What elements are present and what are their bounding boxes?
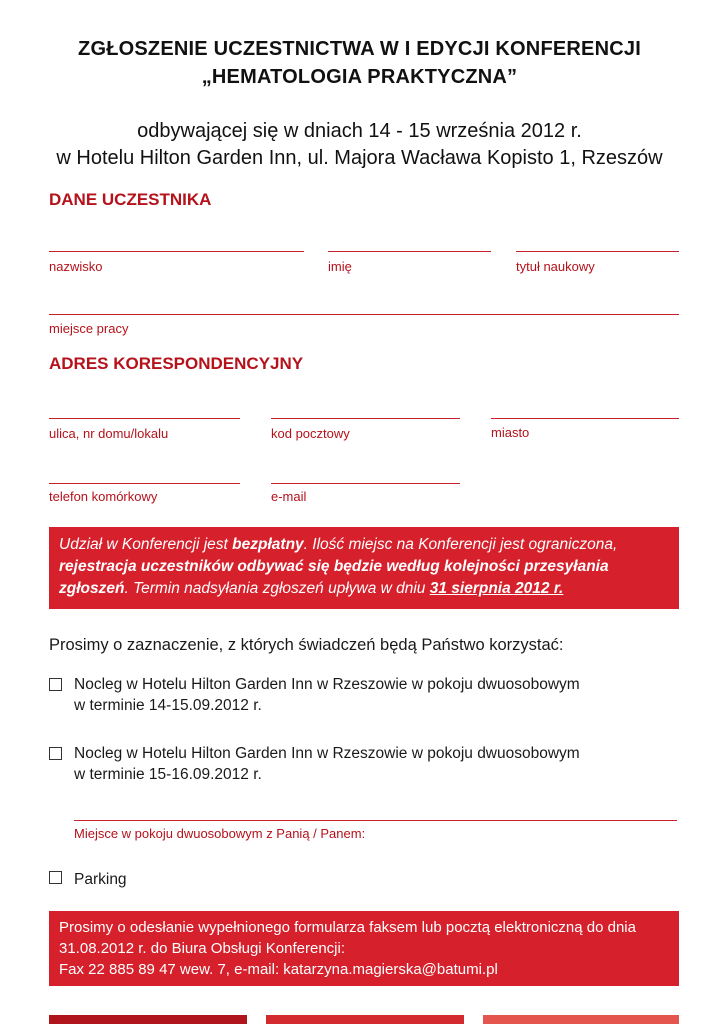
instructions-contact: Fax 22 885 89 47 wew. 7, e-mail: katarzyna.magierska@batumi.pl: [59, 961, 498, 978]
event-dates: odbywającej się w dniach 14 - 15 września 2012 r.: [137, 120, 582, 142]
postal-code-field[interactable]: [271, 418, 460, 419]
surname-label: nazwisko: [49, 259, 103, 274]
workplace-field[interactable]: [49, 314, 679, 315]
notice-text-1: Udział w Konferencji jest: [59, 536, 233, 553]
night2-option: [74, 743, 580, 785]
mobile-label: telefon komórkowy: [49, 489, 158, 504]
city-field[interactable]: [491, 418, 679, 419]
academic-title-field[interactable]: [516, 251, 679, 252]
night1-label-line1: Nocleg w Hotelu Hilton Garden Inn w Rzeszowie w pokoju dwuosobowym: [74, 676, 580, 693]
parking-label: Parking: [74, 871, 127, 888]
city-label: miasto: [491, 425, 530, 440]
form-title-line1: ZGŁOSZENIE UCZESTNICTWA W I EDYCJI KONFERENCJI: [78, 38, 641, 60]
academic-title-label: tytuł naukowy: [516, 259, 595, 274]
section-address-title: ADRES KORESPONDENCYJNY: [49, 354, 304, 373]
notice-registration-emphasis: rejestracja uczestników odbywać się będzie według kolejności przesyłania zgłoszeń: [59, 558, 609, 597]
night2-checkbox[interactable]: [49, 747, 62, 760]
email-label: e-mail: [271, 489, 307, 504]
decorative-bar-light: [483, 1015, 679, 1024]
notice-free-emphasis: bezpłatny: [232, 536, 304, 553]
section-participant-title: DANE UCZESTNIKA: [49, 190, 212, 209]
mobile-field[interactable]: [49, 483, 240, 484]
night1-checkbox[interactable]: [49, 678, 62, 691]
surname-field[interactable]: [49, 251, 304, 252]
decorative-bar-dark: [49, 1015, 247, 1024]
instructions-line2: 31.08.2012 r. do Biura Obsługi Konferencji:: [59, 940, 346, 957]
night2-label-line1: Nocleg w Hotelu Hilton Garden Inn w Rzeszowie w pokoju dwuosobowym: [74, 745, 580, 762]
workplace-label: miejsce pracy: [49, 321, 129, 336]
notice-text-2: . Ilość miejsc na Konferencji jest ograniczona,: [303, 536, 618, 553]
postal-code-label: kod pocztowy: [271, 426, 350, 441]
night1-label-line2: w terminie 14-15.09.2012 r.: [74, 697, 262, 714]
services-prompt: Prosimy o zaznaczenie, z których świadczeń będą Państwo korzystać:: [49, 636, 564, 654]
roommate-label: Miejsce w pokoju dwuosobowym z Panią / Panem:: [74, 826, 366, 841]
notice-text-3: . Termin nadsyłania zgłoszeń upływa w dniu: [124, 580, 430, 597]
free-participation-notice: [49, 527, 679, 609]
street-label: ulica, nr domu/lokalu: [49, 426, 169, 441]
first-name-label: imię: [328, 259, 352, 274]
street-field[interactable]: [49, 418, 240, 419]
submission-instructions: [49, 911, 679, 986]
event-venue: w Hotelu Hilton Garden Inn, ul. Majora Wacława Kopisto 1, Rzeszów: [56, 147, 663, 169]
notice-deadline: 31 sierpnia 2012 r.: [429, 580, 564, 597]
instructions-line1: Prosimy o odesłanie wypełnionego formularza faksem lub pocztą elektroniczną do dnia: [59, 919, 636, 936]
form-title-line2: „HEMATOLOGIA PRAKTYCZNA”: [201, 66, 518, 88]
night2-label-line2: w terminie 15-16.09.2012 r.: [74, 766, 262, 783]
email-field[interactable]: [271, 483, 460, 484]
decorative-bar-mid: [266, 1015, 464, 1024]
night1-option: [74, 674, 580, 716]
roommate-field[interactable]: [74, 820, 677, 821]
first-name-field[interactable]: [328, 251, 491, 252]
parking-checkbox[interactable]: [49, 871, 62, 884]
